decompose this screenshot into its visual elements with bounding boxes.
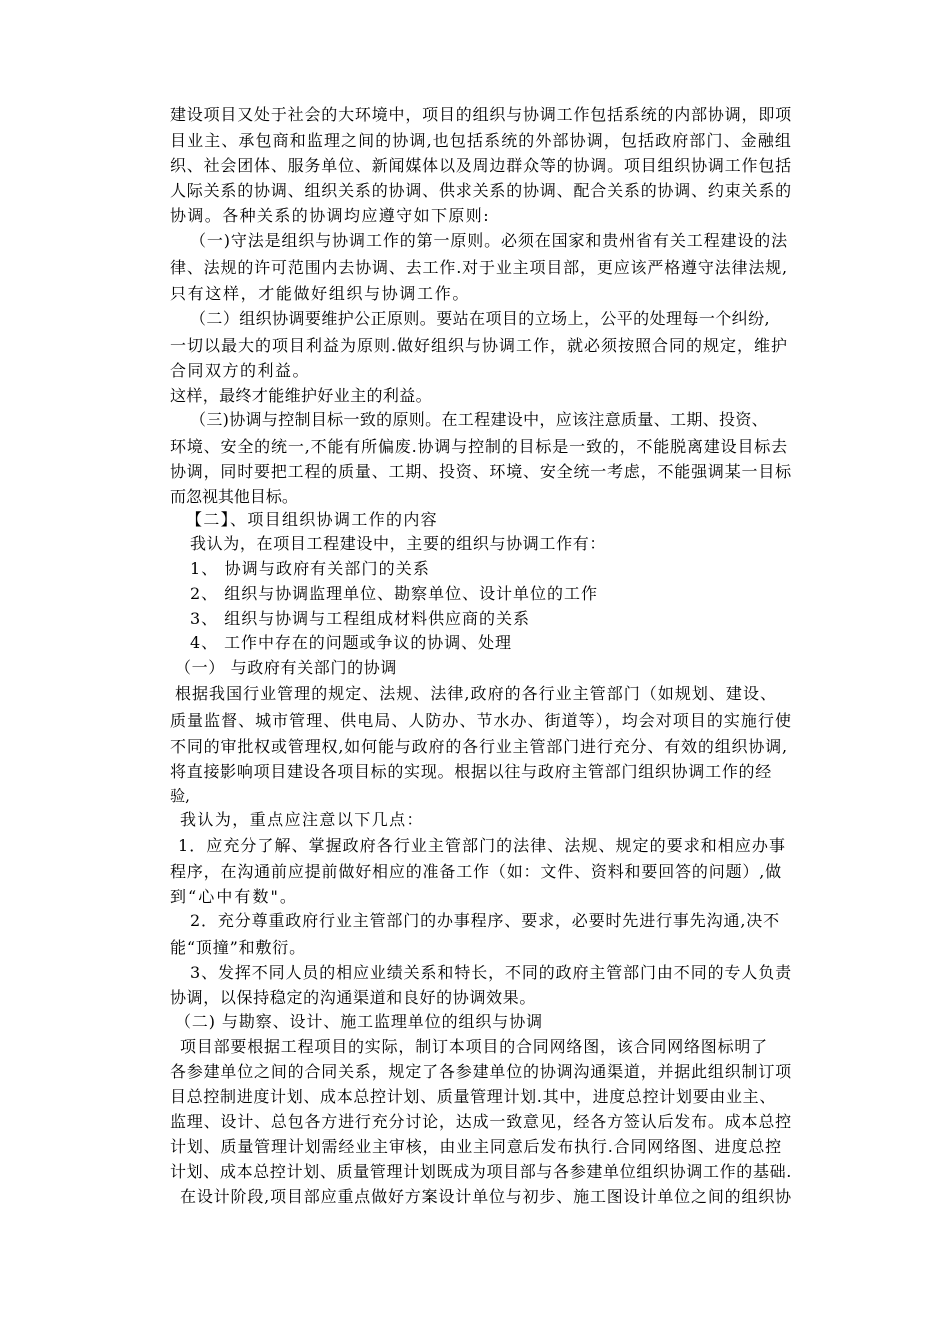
text-line: 人际关系的协调、组织关系的协调、供求关系的协调、配合关系的协调、约束关系的: [170, 181, 792, 200]
text-line: 我认为，重点应注意以下几点：: [180, 810, 424, 829]
subsection-heading: （一） 与政府有关部门的协调: [175, 658, 397, 677]
list-item: 2、 组织与协调监理单位、勘察单位、设计单位的工作: [190, 584, 598, 603]
text-line: 程序，在沟通前应提前做好相应的准备工作（如：文件、资料和要回答的问题）,做: [170, 862, 782, 881]
text-line: 项目部要根据工程项目的实际，制订本项目的合同网络图，该合同网络图标明了: [180, 1037, 768, 1056]
section-heading: 【二】、项目组织协调工作的内容: [186, 510, 438, 529]
text-line: 协调，以保持稳定的沟通渠道和良好的协调效果。: [170, 988, 536, 1007]
text-line: （二）组织协调要维护公正原则。要站在项目的立场上，公平的处理每一个纠纷,: [190, 309, 770, 328]
text-line: 能“顶撞”和敷衍。: [170, 938, 306, 957]
text-line: 一切以最大的项目利益为原则.做好组织与协调工作，就必须按照合同的规定，维护: [170, 336, 788, 355]
text-line: 协调，同时要把工程的质量、工期、投资、环境、安全统一考虑，不能强调某一目标: [170, 462, 792, 481]
text-line: 计划、成本总控计划、质量管理计划既成为项目部与各参建单位组织协调工作的基础.: [170, 1162, 792, 1181]
text-line: 在设计阶段,项目部应重点做好方案设计单位与初步、施工图设计单位之间的组织协: [180, 1187, 792, 1206]
text-line: 而忽视其他目标。: [170, 487, 298, 506]
text-line: 3、发挥不同人员的相应业绩关系和特长，不同的政府主管部门由不同的专人负责: [190, 963, 792, 982]
text-line: 各参建单位之间的合同关系，规定了各参建单位的协调沟通渠道，并据此组织制订项: [170, 1062, 792, 1081]
text-line: 验,: [170, 787, 190, 805]
subsection-heading: （二) 与勘察、设计、施工监理单位的组织与协调: [175, 1012, 543, 1031]
text-line: （三)协调与控制目标一致的原则。在工程建设中，应该注意质量、工期、投资、: [190, 410, 768, 429]
text-line: 到“心中有数"。: [170, 887, 298, 906]
text-line: 不同的审批权或管理权,如何能与政府的各行业主管部门进行充分、有效的组织协调,: [170, 737, 788, 756]
text-line: 建设项目又处于社会的大环境中，项目的组织与协调工作包括系统的内部协调，即项: [170, 105, 792, 124]
text-line: （一)守法是组织与协调工作的第一原则。必须在国家和贵州省有关工程建设的法: [190, 231, 788, 250]
text-line: 监理、设计、总包各方进行充分讨论，达成一致意见，经各方签认后发布。成本总控: [170, 1112, 792, 1131]
text-line: 目总控制进度计划、成本总控计划、质量管理计划.其中，进度总控计划要由业主、: [170, 1087, 776, 1106]
text-line: 协调。各种关系的协调均应遵守如下原则:: [170, 206, 490, 225]
text-line: 这样，最终才能维护好业主的利益。: [170, 386, 432, 405]
list-item: 4、 工作中存在的问题或争议的协调、处理: [190, 633, 512, 652]
text-line: 只有这样，才能做好组织与协调工作。: [170, 284, 470, 303]
text-line: 目业主、承包商和监理之间的协调,也包括系统的外部协调，包括政府部门、金融组: [170, 131, 792, 150]
text-line: 质量监督、城市管理、供电局、人防办、节水办、街道等），均会对项目的实施行使: [170, 711, 792, 730]
text-line: 环境、安全的统一,不能有所偏废.协调与控制的目标是一致的，不能脱离建设目标去: [170, 437, 788, 456]
text-line: 将直接影响项目建设各项目标的实现。根据以往与政府主管部门组织协调工作的经: [170, 762, 772, 781]
text-line: 合同双方的利益。: [170, 361, 310, 380]
text-line: 织、社会团体、服务单位、新闻媒体以及周边群众等的协调。项目组织协调工作包括: [170, 156, 792, 175]
text-line: 根据我国行业管理的规定、法规、法律,政府的各行业主管部门（如规划、建设、: [175, 684, 777, 703]
text-line: 2．充分尊重政府行业主管部门的办事程序、要求，必要时先进行事先沟通,决不: [190, 911, 780, 930]
text-line: 律、法规的许可范围内去协调、去工作.对于业主项目部，更应该严格遵守法律法规,: [170, 258, 788, 277]
text-line: 1．应充分了解、掌握政府各行业主管部门的法律、法规、规定的要求和相应办事: [178, 836, 786, 855]
list-item: 3、 组织与协调与工程组成材料供应商的关系: [190, 609, 530, 628]
text-line: 计划、质量管理计划需经业主审核，由业主同意后发布执行.合同网络图、进度总控: [170, 1137, 782, 1156]
text-line: 我认为，在项目工程建设中，主要的组织与协调工作有：: [190, 534, 606, 553]
list-item: 1、 协调与政府有关部门的关系: [190, 559, 430, 578]
